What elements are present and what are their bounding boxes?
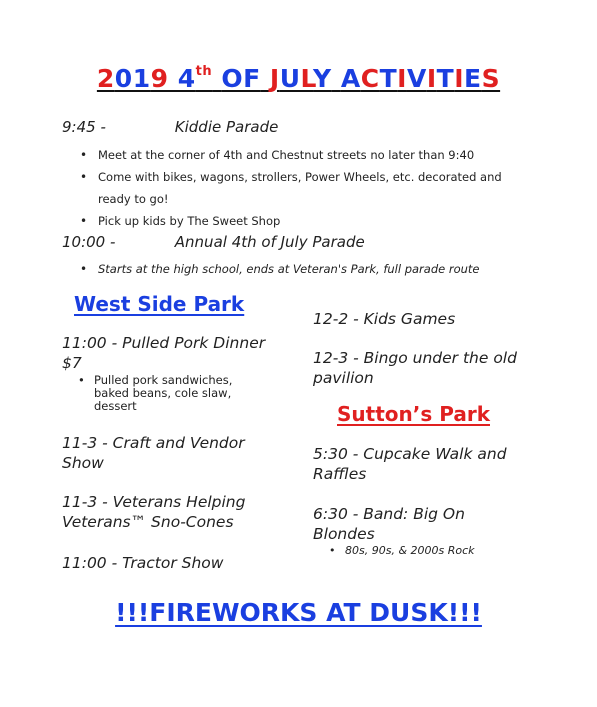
list-item-line: baked beans, cole slaw,: [94, 386, 232, 400]
list-item: • Pick up kids by The Sweet Shop: [62, 210, 502, 232]
event-sno-cones: [62, 492, 245, 532]
title-segment: S: [481, 64, 501, 93]
schedule-event: Kiddie Parade: [174, 118, 279, 136]
title-segment: 4: [168, 64, 196, 93]
title-segment: [332, 64, 341, 93]
event-bingo: [313, 348, 517, 388]
event-pulled-pork: [62, 333, 265, 373]
event-kids-games: 12-2 - Kids Games: [313, 310, 456, 328]
event-line: 5:30 - Cupcake Walk and: [313, 445, 507, 463]
band-bullets: [313, 544, 475, 557]
event-line: $7: [62, 354, 82, 372]
title-segment: Y: [313, 64, 332, 93]
event-line: Veterans™ Sno-Cones: [62, 513, 234, 531]
event-craft-vendor: [62, 433, 245, 473]
event-tractor-show: 11:00 - Tractor Show: [62, 554, 224, 572]
schedule-parade: [62, 233, 365, 251]
event-line: 6:30 - Band: Big On: [313, 505, 465, 523]
event-cupcake-walk: [313, 444, 507, 484]
west-side-park-heading: West Side Park: [74, 292, 245, 316]
event-line: Raffles: [313, 465, 367, 483]
title-segment: T: [436, 64, 455, 93]
list-item: • Starts at the high school, ends at Veteran's Park, full parade route: [62, 258, 480, 280]
list-item-line: Come with bikes, wagons, strollers, Power Wheels, etc. decorated and: [98, 170, 502, 184]
title-segment: E: [464, 64, 482, 93]
page-title: [0, 64, 597, 93]
list-item-line: ready to go!: [98, 192, 169, 206]
title-segment: [212, 64, 221, 93]
title-segment: J: [269, 64, 280, 93]
list-item: [62, 166, 502, 210]
title-segment: L: [300, 64, 314, 93]
title-segment: I: [454, 64, 465, 93]
list-item: [62, 374, 232, 413]
event-line: Blondes: [313, 525, 375, 543]
title-segment: I: [397, 64, 407, 93]
event-line: 11-3 - Veterans Helping: [62, 493, 246, 511]
title-segment: C: [360, 64, 380, 93]
title-text: [97, 64, 500, 93]
event-line: 11-3 - Craft and Vendor: [62, 434, 245, 452]
title-segment: 9: [150, 64, 169, 93]
list-item-line: Pulled pork sandwiches,: [94, 373, 233, 387]
title-segment: A: [340, 64, 361, 93]
event-line: Show: [62, 454, 104, 472]
list-item: • 80s, 90s, & 2000s Rock: [313, 544, 475, 557]
dinner-bullets: [62, 374, 232, 413]
kiddie-bullets: [62, 144, 502, 232]
event-line: 11:00 - Pulled Pork Dinner: [62, 334, 266, 352]
event-line: 12-3 - Bingo under the old: [313, 349, 517, 367]
title-superscript: th: [195, 64, 213, 79]
title-segment: V: [406, 64, 427, 93]
list-item: • Meet at the corner of 4th and Chestnut streets no later than 9:40: [62, 144, 502, 166]
schedule-time: 10:00 -: [62, 233, 116, 251]
schedule-time: 9:45 -: [62, 118, 106, 136]
title-segment: U: [279, 64, 301, 93]
title-segment: T: [379, 64, 398, 93]
fireworks-banner: !!!FIREWORKS AT DUSK!!!: [115, 598, 482, 627]
title-segment: [261, 64, 270, 93]
event-band: [313, 504, 465, 544]
parade-bullets: [62, 258, 480, 280]
title-segment: I: [426, 64, 437, 93]
event-line: pavilion: [313, 369, 374, 387]
title-segment: 2: [96, 64, 115, 93]
list-item-line: dessert: [94, 399, 137, 413]
schedule-kiddie: [62, 118, 278, 136]
title-segment: 01: [114, 64, 151, 93]
title-segment: OF: [221, 64, 261, 93]
suttons-park-heading: Sutton’s Park: [337, 402, 490, 426]
schedule-event: Annual 4th of July Parade: [174, 233, 365, 251]
